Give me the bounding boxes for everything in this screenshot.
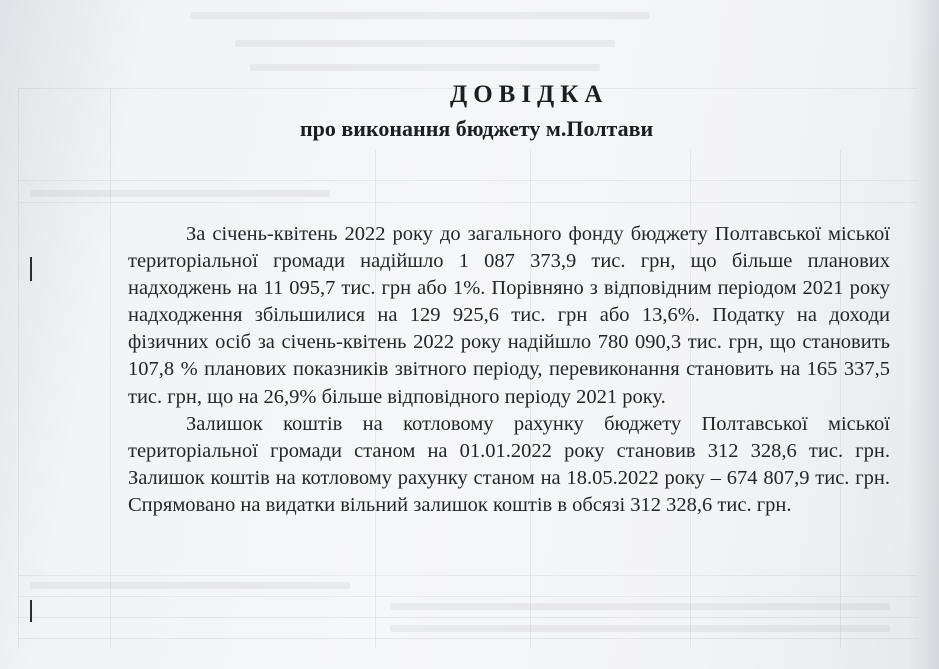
document-subtitle: про виконання бюджету м.Полтави: [300, 116, 654, 141]
bleed-text-smudge: [235, 40, 615, 47]
margin-mark: [30, 257, 32, 281]
bleed-text-smudge: [30, 582, 350, 589]
paragraph-balance: Залишок коштів на котловому рахунку бюджету Полтавської міської територіальної громади станом на 01.01.2022 року становив 312 328,6 тис. грн. Залишок коштів на котловому рахунку станом на 18.05.2022 року – 674 807,9 тис. грн. Спрямовано на видатки вільний залишок коштів в обсязі 312 328,6 тис. грн.: [128, 412, 890, 516]
bleed-text-smudge: [190, 12, 650, 19]
bleed-text-smudge: [30, 190, 330, 197]
paragraph-revenue: За січень-квітень 2022 року до загального фонду бюджету Полтавської міської територіальної громади надійшло 1 087 373,9 тис. грн, що більше планових надходжень на 11 095,7 тис. грн або 1%. Порівняно з відповідним періодом 2021 року надходження збільшилися на 129 925,6 тис. грн або 13,6%. Податку на доходи фізичних осіб за січень-квітень 2022 року надійшло 780 090,3 тис. грн, що становить 107,8 % планових показників звітного періоду, перевиконання становить на 165 337,5 тис. грн, що на 26,9% більше відповідного періоду 2021 року.: [128, 223, 890, 408]
bleed-text-smudge: [250, 64, 600, 71]
bleed-text-smudge: [390, 625, 890, 632]
bleed-rule: [18, 202, 918, 203]
document-body: [128, 221, 890, 519]
bleed-rule: [110, 88, 111, 648]
bleed-rule: [18, 596, 918, 597]
bleed-rule: [18, 88, 19, 648]
bleed-rule: [18, 575, 918, 576]
document-title: ДОВІДКА: [450, 81, 609, 108]
bleed-rule: [18, 638, 918, 639]
bleed-rule: [18, 617, 918, 618]
margin-mark: [30, 600, 32, 622]
page-edge-shadow: [909, 0, 939, 669]
bleed-rule: [18, 180, 918, 181]
bleed-text-smudge: [390, 603, 890, 610]
